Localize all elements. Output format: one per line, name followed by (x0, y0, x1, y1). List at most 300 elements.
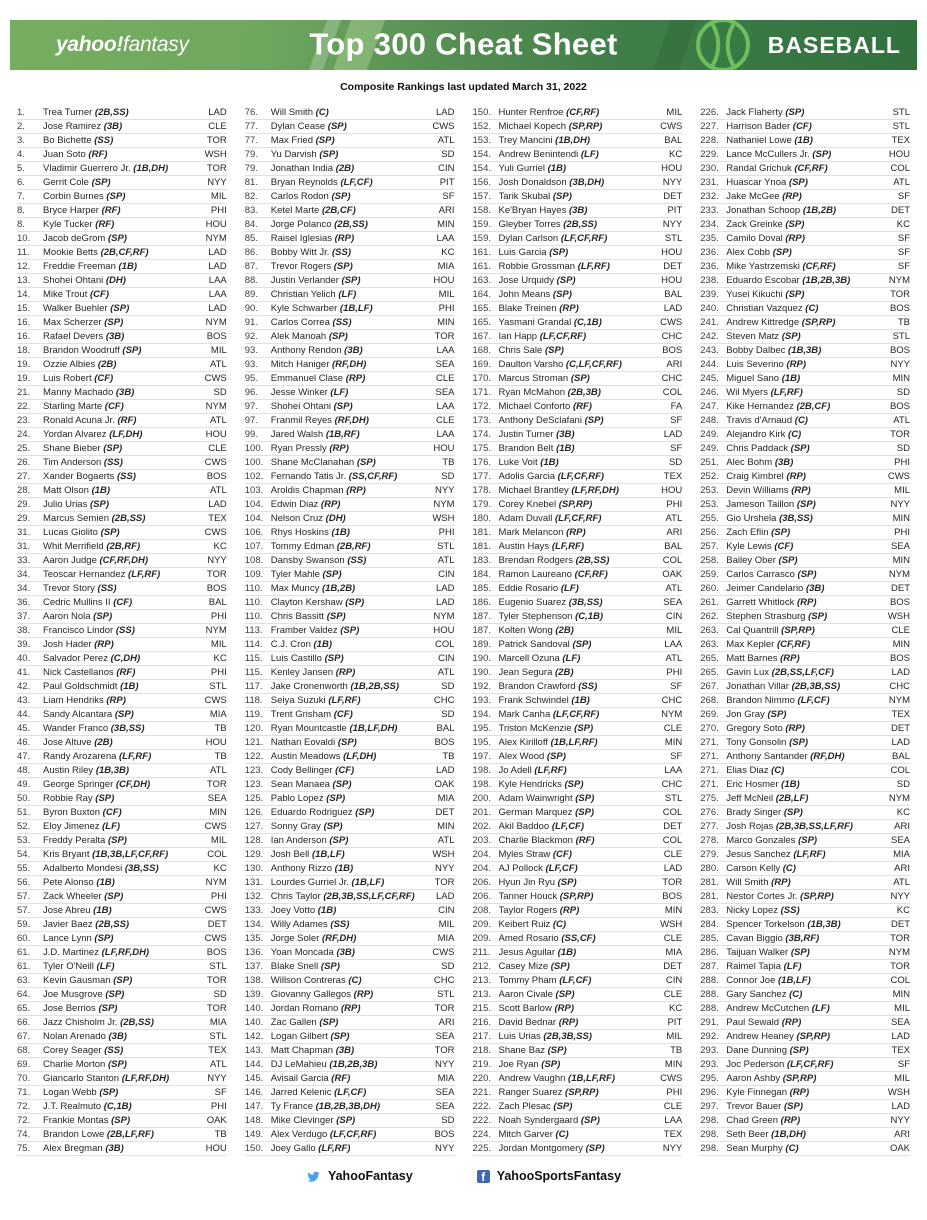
player-positions: (LF,RF,DH) (571, 485, 619, 496)
player-positions: (SP) (556, 275, 576, 286)
player-rank: 261. (700, 597, 719, 608)
player-positions: (SS) (347, 555, 367, 566)
player-rank: 67. (17, 1031, 31, 1042)
player-name: Giancarlo Stanton (LF,RF,DH) (43, 1073, 170, 1084)
player-row (245, 764, 455, 778)
player-team: ATL (210, 415, 227, 426)
player-team: TOR (434, 1003, 455, 1014)
player-team: LAD (208, 247, 227, 258)
player-row (700, 554, 910, 568)
player-name: Carson Kelly (C) (726, 863, 796, 874)
player-rank: 46. (17, 737, 31, 748)
player-team: CHC (889, 681, 910, 692)
player-rank: 59. (17, 919, 31, 930)
player-row (17, 428, 227, 442)
player-rank: 265. (700, 653, 719, 664)
player-rank: 55. (17, 863, 31, 874)
player-positions: (SS,CF) (561, 933, 596, 944)
player-row (17, 204, 227, 218)
player-row (473, 456, 683, 470)
player-team: NYM (888, 695, 910, 706)
player-positions: (LF,RF) (534, 765, 567, 776)
player-rank: 178. (472, 485, 491, 496)
player-name: Frankie Montas (SP) (43, 1115, 131, 1126)
player-positions: (1B) (317, 905, 337, 916)
player-positions: (1B,2B,SS) (350, 681, 400, 692)
player-positions: (SP) (785, 289, 805, 300)
player-positions: (LF,CF) (334, 1087, 367, 1098)
player-name: Joe Musgrove (SP) (43, 989, 125, 1000)
player-name: Akil Baddoo (LF,CF) (498, 821, 585, 832)
player-positions: (1B,LF,RF) (568, 1073, 616, 1084)
player-row (700, 106, 910, 120)
player-positions: (CF,RF) (776, 639, 811, 650)
player-name: Shohei Ohtani (SP) (270, 401, 353, 412)
player-team: ATL (665, 583, 683, 594)
player-positions: (RP) (786, 359, 806, 370)
player-team: PHI (438, 303, 455, 314)
player-team: TOR (434, 1045, 455, 1056)
player-rank: 245. (700, 373, 719, 384)
player-name: Trea Turner (2B,SS) (43, 107, 129, 118)
player-row (245, 344, 455, 358)
player-team: NYM (433, 499, 455, 510)
player-positions: (SP) (94, 933, 114, 944)
player-team: OAK (889, 1143, 910, 1154)
player-row (17, 456, 227, 470)
player-rank: 179. (472, 499, 491, 510)
player-positions: (C) (315, 107, 329, 118)
player-name: Adolis Garcia (LF,CF,RF) (498, 471, 605, 482)
player-row (700, 288, 910, 302)
player-team: ATL (893, 177, 910, 188)
facebook-handle: YahooSportsFantasy (496, 1169, 622, 1183)
player-row (700, 1058, 910, 1072)
player-name: Avisail Garcia (RF) (270, 1073, 351, 1084)
player-row (700, 932, 910, 946)
player-team: LAD (208, 107, 227, 118)
player-name: Marcus Stroman (SP) (498, 373, 590, 384)
player-rank: 123. (244, 765, 264, 776)
player-name: Stephen Strasburg (SP) (726, 611, 828, 622)
player-team: NYM (661, 709, 683, 720)
player-name: Andrew Vaughn (1B,LF,RF) (498, 1073, 616, 1084)
player-row (473, 694, 683, 708)
player-team: CLE (208, 121, 227, 132)
player-row (245, 1142, 455, 1156)
player-positions: (LF,CF) (559, 975, 592, 986)
player-row (473, 1002, 683, 1016)
player-positions: (LF,RF) (793, 849, 826, 860)
player-rank: 283. (700, 905, 719, 916)
player-row (473, 638, 683, 652)
player-team: STL (892, 121, 910, 132)
player-rank: 31. (17, 541, 31, 552)
player-name: Hunter Renfroe (CF,RF) (498, 107, 600, 118)
player-positions: (SS) (330, 919, 350, 930)
player-rank: 100. (244, 443, 264, 454)
player-rank: 57. (17, 891, 31, 902)
player-positions: (2B,CF,RF) (100, 247, 149, 258)
player-team: DET (891, 723, 910, 734)
player-rank: 88. (244, 275, 258, 286)
player-row (473, 120, 683, 134)
player-rank: 33. (17, 555, 31, 566)
player-rank: 11. (17, 247, 30, 258)
player-team: ATL (437, 135, 455, 146)
player-team: LAD (891, 737, 910, 748)
player-team: SEA (435, 387, 455, 398)
player-team: MIN (664, 737, 683, 748)
player-row (17, 386, 227, 400)
player-name: Miguel Sano (1B) (726, 373, 801, 384)
player-team: LAD (208, 303, 227, 314)
player-row (245, 862, 455, 876)
player-name: Kyle Hendricks (SP) (498, 779, 584, 790)
player-name: Tyler Stephenson (C,1B) (498, 611, 604, 622)
player-rank: 25. (17, 443, 31, 454)
player-team: COL (434, 639, 455, 650)
player-positions: (RF,DH) (334, 415, 369, 426)
player-rank: 172. (472, 401, 491, 412)
player-team: TOR (434, 877, 455, 888)
player-row (700, 750, 910, 764)
player-positions: (LF,CF,RF) (552, 709, 600, 720)
player-name: Trent Grisham (CF) (270, 709, 353, 720)
player-rank: 215. (472, 1003, 491, 1014)
player-row (700, 960, 910, 974)
player-row (17, 540, 227, 554)
player-name: Kyle Finnegan (RP) (726, 1087, 810, 1098)
player-rank: 184. (472, 569, 491, 580)
player-name: Yu Darvish (SP) (270, 149, 339, 160)
player-row (700, 680, 910, 694)
player-row (473, 526, 683, 540)
player-team: NYM (205, 233, 227, 244)
player-team: BOS (889, 303, 910, 314)
player-rank: 1. (17, 107, 25, 118)
player-positions: (SP) (326, 611, 346, 622)
player-name: Shane McClanahan (SP) (270, 457, 376, 468)
player-row (17, 1016, 227, 1030)
player-name: Corbin Burnes (SP) (43, 191, 126, 202)
player-team: WSH (432, 513, 455, 524)
player-team: NYY (207, 177, 227, 188)
player-positions: (LF,CF,RF) (555, 513, 602, 524)
player-row (473, 582, 683, 596)
player-name: Frank Schwindel (1B) (498, 695, 590, 706)
player-rank: 275. (700, 793, 719, 804)
player-team: BAL (208, 597, 227, 608)
player-positions: (RP) (782, 191, 802, 202)
player-team: BOS (889, 345, 910, 356)
player-name: Huascar Ynoa (SP) (726, 177, 808, 188)
player-positions: (CF) (102, 807, 122, 818)
player-row (473, 778, 683, 792)
player-row (473, 106, 683, 120)
player-row (17, 260, 227, 274)
player-row (700, 890, 910, 904)
player-rank: 76. (244, 107, 258, 118)
player-positions: (SP) (114, 709, 134, 720)
player-row (17, 960, 227, 974)
player-name: Mike Yastrzemski (CF,RF) (726, 261, 836, 272)
player-positions: (RP) (781, 1017, 802, 1028)
player-positions: (2B,SS,LF,CF) (771, 667, 834, 678)
player-team: ATL (210, 1059, 227, 1070)
player-name: Kris Bryant (1B,3B,LF,CF,RF) (43, 849, 169, 860)
player-rank: 19. (17, 359, 31, 370)
player-row (473, 274, 683, 288)
player-row (700, 134, 910, 148)
player-rank: 298. (700, 1115, 719, 1126)
player-rank: 3. (17, 135, 25, 146)
player-positions: (SP) (329, 835, 349, 846)
player-positions: (SS) (97, 583, 117, 594)
player-name: Justin Verlander (SP) (270, 275, 361, 286)
player-team: LAD (208, 261, 227, 272)
player-rank: 41. (17, 667, 31, 678)
player-positions: (LF,CF,RF) (560, 233, 608, 244)
player-team: HOU (661, 247, 683, 258)
player-row (700, 344, 910, 358)
player-row (473, 736, 683, 750)
player-row (17, 1058, 227, 1072)
player-positions: (SP) (553, 1101, 573, 1112)
player-rank: 97. (244, 415, 258, 426)
player-name: Keibert Ruiz (C) (498, 919, 567, 930)
player-row (473, 1072, 683, 1086)
player-name: Max Scherzer (SP) (43, 317, 124, 328)
player-row (700, 330, 910, 344)
player-rank: 125. (244, 793, 264, 804)
player-row (17, 512, 227, 526)
player-positions: (SP) (103, 443, 123, 454)
player-team: SF (897, 1059, 910, 1070)
player-positions: (1B) (556, 443, 575, 454)
player-positions: (RF,DH) (810, 751, 845, 762)
player-name: Jean Segura (2B) (498, 667, 574, 678)
player-positions: (1B) (120, 681, 139, 692)
player-team: CIN (438, 653, 455, 664)
player-row (17, 820, 227, 834)
player-team: PIT (667, 1017, 683, 1028)
player-rank: 206. (472, 877, 491, 888)
player-positions: (SP) (340, 625, 360, 636)
player-row (473, 442, 683, 456)
player-positions: (3B) (774, 457, 794, 468)
player-name: Starling Marte (CF) (43, 401, 124, 412)
player-positions: (RP) (558, 1017, 579, 1028)
player-positions: (3B) (103, 121, 123, 132)
player-team: ARI (666, 359, 683, 370)
player-rank: 248. (700, 415, 719, 426)
player-team: CIN (665, 611, 683, 622)
player-rank: 150. (244, 1143, 264, 1154)
player-positions: (2B,SS) (563, 219, 598, 230)
player-team: TOR (434, 331, 455, 342)
player-row (245, 568, 455, 582)
player-team: CLE (663, 1101, 683, 1112)
player-positions: (SP) (91, 177, 111, 188)
player-name: Ryan Pressly (RP) (270, 443, 349, 454)
player-team: HOU (433, 275, 455, 286)
player-row (245, 218, 455, 232)
player-rank: 200. (472, 793, 491, 804)
player-rank: 296. (700, 1087, 719, 1098)
player-team: HOU (205, 1143, 227, 1154)
player-team: LAD (436, 583, 455, 594)
player-row (700, 1100, 910, 1114)
player-team: TB (214, 1129, 227, 1140)
player-rank: 79. (244, 149, 258, 160)
player-rank: 211. (472, 947, 491, 958)
player-team: CHC (661, 331, 683, 342)
player-row (473, 498, 683, 512)
player-team: WSH (660, 919, 683, 930)
player-positions: (2B,LF) (775, 793, 809, 804)
player-positions: (C) (348, 975, 362, 986)
player-rank: 198. (472, 765, 491, 776)
player-rank: 208. (472, 905, 491, 916)
player-positions: (C) (552, 919, 567, 930)
player-positions: (RF) (331, 1073, 351, 1084)
player-row (245, 1044, 455, 1058)
player-positions: (SP) (812, 149, 832, 160)
player-name: Josh Hader (RP) (43, 639, 114, 650)
player-positions: (C,1B) (573, 317, 602, 328)
twitter-icon (306, 1170, 321, 1183)
player-rank: 2. (17, 121, 25, 132)
player-name: Gerrit Cole (SP) (43, 177, 111, 188)
player-name: Luis Severino (RP) (726, 359, 806, 370)
player-team: KC (896, 219, 910, 230)
player-name: Zac Gallen (SP) (270, 1017, 339, 1028)
player-team: MIN (892, 639, 910, 650)
player-positions: (CF,RF) (574, 569, 608, 580)
player-name: Jeimer Candelario (3B) (726, 583, 825, 594)
player-rank: 127. (244, 821, 264, 832)
player-team: ARI (666, 527, 683, 538)
player-positions: (SP,RP) (796, 1031, 831, 1042)
player-positions: (SP) (315, 135, 335, 146)
player-team: MIN (664, 905, 683, 916)
player-rank: 161. (472, 261, 491, 272)
player-rank: 133. (244, 905, 264, 916)
player-positions: (SP) (574, 723, 594, 734)
player-row (245, 358, 455, 372)
player-name: Jordan Romano (RP) (270, 1003, 361, 1014)
player-positions: (LF,CF) (551, 821, 585, 832)
player-rank: 157. (472, 191, 491, 202)
player-team: KC (213, 653, 227, 664)
player-rank: 170. (472, 373, 491, 384)
player-rank: 71. (17, 1087, 31, 1098)
player-name: Sean Murphy (C) (726, 1143, 799, 1154)
player-positions: (SP) (767, 709, 787, 720)
player-positions: (1B,LF) (339, 303, 373, 314)
player-row (245, 610, 455, 624)
facebook-handle-group (477, 1169, 621, 1183)
player-rank: 134. (244, 919, 264, 930)
player-name: Cal Quantrill (SP,RP) (726, 625, 815, 636)
player-rank: 8. (17, 219, 25, 230)
player-rank: 53. (17, 835, 31, 846)
player-row (17, 302, 227, 316)
player-positions: (1B) (557, 947, 577, 958)
player-row (700, 1142, 910, 1156)
player-rank: 229. (700, 149, 719, 160)
player-positions: (3B) (336, 947, 355, 958)
player-name: Jonathan Schoop (1B,2B) (726, 205, 837, 216)
player-team: DET (663, 821, 683, 832)
player-row (245, 820, 455, 834)
player-positions: (2B,CF) (796, 401, 831, 412)
player-row (473, 932, 683, 946)
player-positions: (2B,RF) (106, 541, 141, 552)
player-positions: (SP) (320, 961, 340, 972)
player-rank: 243. (700, 345, 719, 356)
player-name: Andrew Heaney (SP,RP) (726, 1031, 831, 1042)
player-positions: (LF,RF) (551, 541, 585, 552)
player-rank: 49. (17, 779, 31, 790)
player-positions: (SP) (98, 1003, 118, 1014)
player-name: Bo Bichette (SS) (43, 135, 114, 146)
player-positions: (CF) (94, 373, 114, 384)
player-positions: (2B) (94, 737, 113, 748)
player-name: Yusei Kikuchi (SP) (726, 289, 805, 300)
player-team: SEA (663, 597, 683, 608)
player-positions: (1B,3B) (807, 919, 841, 930)
player-name: Tommy Pham (LF,CF) (498, 975, 592, 986)
player-positions: (LF,DH) (343, 751, 377, 762)
player-row (245, 484, 455, 498)
player-row (700, 442, 910, 456)
player-positions: (1B) (540, 457, 559, 468)
player-team: SEA (435, 359, 455, 370)
player-row (245, 666, 455, 680)
player-team: KC (213, 863, 227, 874)
player-name: Xander Bogaerts (SS) (43, 471, 136, 482)
player-team: CLE (436, 415, 455, 426)
player-row (700, 400, 910, 414)
player-positions: (SP) (319, 149, 339, 160)
player-name: Chris Sale (SP) (498, 345, 564, 356)
player-team: PHI (666, 499, 683, 510)
player-name: Devin Williams (RP) (726, 485, 811, 496)
player-rank: 85. (244, 233, 258, 244)
player-team: MIA (209, 1017, 227, 1028)
player-rank: 45. (17, 723, 31, 734)
player-positions: (SP) (99, 1087, 119, 1098)
player-rank: 69. (17, 1059, 31, 1070)
player-team: LAD (891, 1101, 910, 1112)
player-team: SF (670, 681, 683, 692)
player-name: Gary Sanchez (C) (726, 989, 803, 1000)
player-positions: (C) (785, 1143, 799, 1154)
player-team: TOR (662, 877, 683, 888)
player-name: David Bednar (RP) (498, 1017, 579, 1028)
player-team: MIL (666, 107, 683, 118)
player-rank: 220. (472, 1073, 491, 1084)
player-row (700, 582, 910, 596)
player-rank: 22. (17, 401, 31, 412)
player-positions: (SS) (115, 625, 135, 636)
player-name: Max Muncy (1B,2B) (270, 583, 356, 594)
player-rank: 110. (244, 583, 263, 594)
player-team: STL (209, 961, 227, 972)
player-row (473, 134, 683, 148)
